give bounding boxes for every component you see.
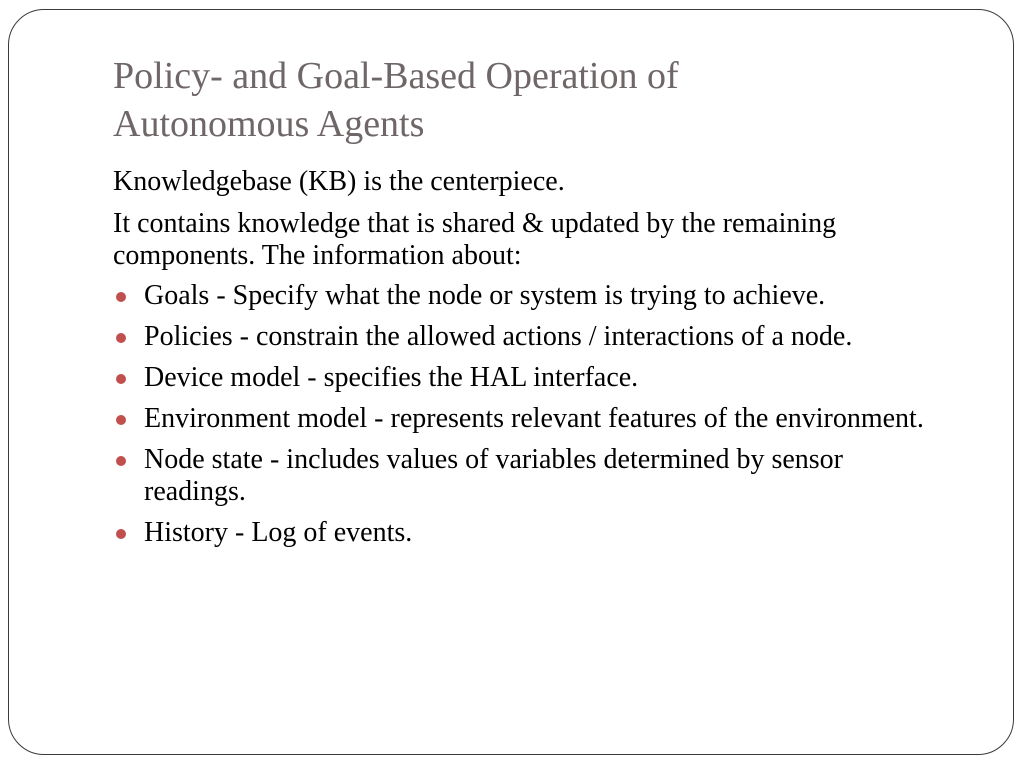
description-paragraph: It contains knowledge that is shared & updated by the remaining components. The information about: (113, 208, 837, 271)
bullet-text: History - Log of events. (144, 517, 413, 548)
intro-paragraph: Knowledgebase (KB) is the centerpiece. (113, 166, 565, 197)
bullet-item-policies (113, 321, 943, 353)
bullet-item-node-state (113, 444, 943, 508)
slide-title (113, 52, 933, 148)
bullet-dot-icon (116, 415, 126, 425)
bullet-text: Policies - constrain the allowed actions / interactions of a node. (144, 321, 853, 352)
bullet-dot-icon (116, 456, 126, 466)
bullet-text: Goals - Specify what the node or system is trying to achieve. (144, 280, 826, 311)
bullet-text: Device model - specifies the HAL interface. (144, 362, 639, 393)
bullet-dot-icon (116, 374, 126, 384)
slide-title-line-1: Policy- and Goal-Based Operation of (113, 55, 679, 97)
bullet-text: Environment model - represents relevant features of the environment. (144, 403, 924, 434)
bullet-item-environment-model (113, 403, 943, 435)
bullet-dot-icon (116, 529, 126, 539)
bullet-dot-icon (116, 292, 126, 302)
bullet-item-history (113, 517, 943, 549)
slide-content (113, 166, 943, 558)
bullet-text: Node state - includes values of variables determined by sensor readings. (144, 444, 844, 507)
slide-title-line-2: Autonomous Agents (113, 103, 425, 145)
bullet-item-device-model (113, 362, 943, 394)
bullet-dot-icon (116, 333, 126, 343)
bullet-item-goals (113, 280, 943, 312)
bullet-list (113, 280, 943, 549)
